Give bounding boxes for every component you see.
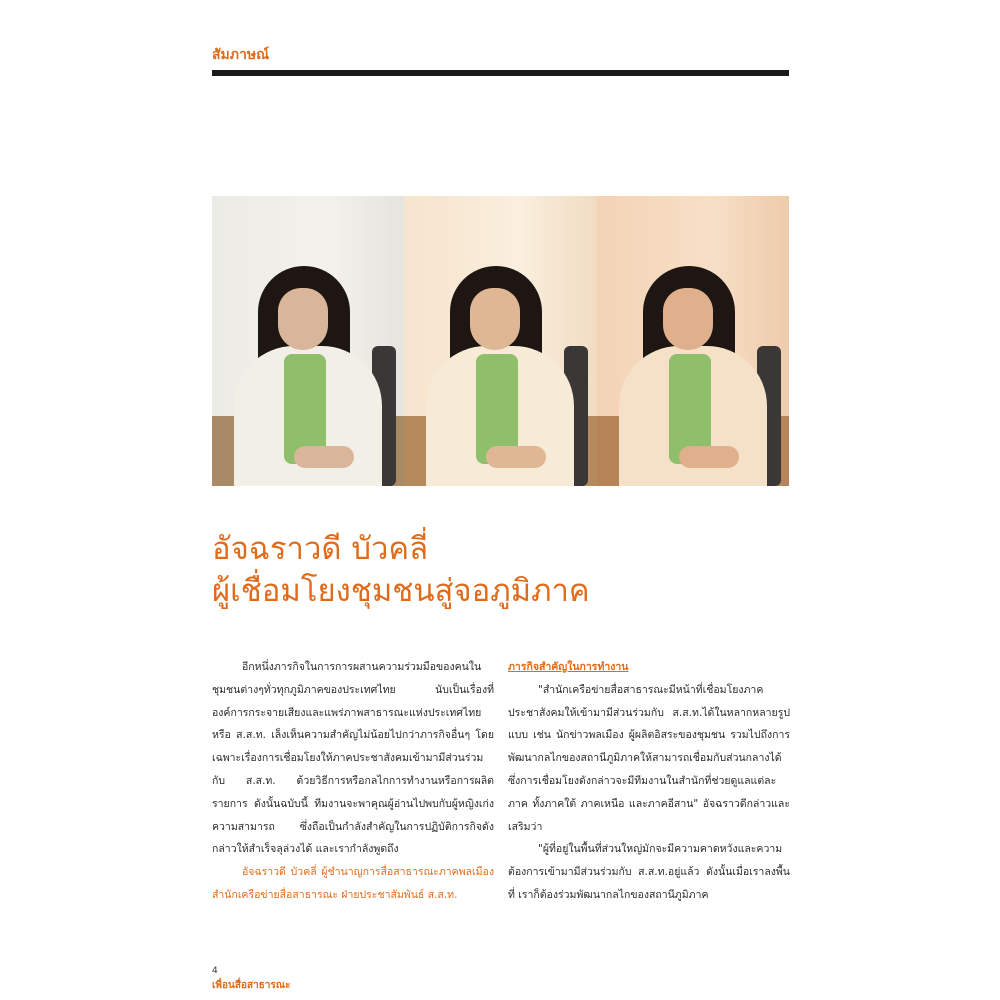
article-headline [212, 528, 789, 612]
header-divider [212, 70, 789, 76]
quote-paragraph-1: "สำนักเครือข่ายสื่อสาธารณะมีหน้าที่เชื่อมโยงภาคประชาสังคมให้เข้ามามีส่วนร่วมกับ ส.ส.ท.ได้ในหลากหลายรูปแบบ เช่น นักข่าวพลเมือง ผู้ผลิตอิสระของชุมชน รวมไปถึงการพัฒนากลไกของสถานีภูมิภาคให้สามารถเชื่อมกับส่วนกลางได้ ซึ่งการเชื่อมโยงดังกล่าวจะมีทีมงานในสำนักที่ช่วยดูแลแต่ละภาค ทั้งภาคใต้ ภาคเหนือ และภาคอีสาน" อัจฉราวดีกล่าวและเสริมว่า [508, 683, 790, 833]
right-column [508, 656, 790, 907]
interviewee-credit: อัจฉราวดี บัวคลี่ ผู้ชำนาญการสื่อสาธารณะภาคพลเมือง สำนักเครือข่ายสื่อสาธารณะ ฝ่ายประชาสัมพันธ์ ส.ส.ท. [212, 866, 494, 901]
left-column [212, 656, 494, 907]
section-subhead: ภารกิจสำคัญในการทำงาน [508, 661, 629, 673]
interview-photo [212, 196, 789, 486]
photo-frame-warm [404, 196, 596, 486]
intro-paragraph: อีกหนึ่งภารกิจในการการผสานความร่วมมือของคนในชุมชนต่างๆทั่วทุกภูมิภาคของประเทศไทย นับเป็นเรื่องที่องค์การกระจายเสียงและแพร่ภาพสาธารณะแห่งประเทศไทยหรือ ส.ส.ท. เล็งเห็นความสำคัญไม่น้อยไปกว่าภารกิจอื่นๆ โดยเฉพาะเรื่องการเชื่อมโยงให้ภาคประชาสังคมเข้ามามีส่วนร่วมกับ ส.ส.ท. ด้วยวิธีการหรือกลไกการทำงานหรือการผลิตรายการ ดังนั้นฉบับนี้ ทีมงานจะพาคุณผู้อ่านไปพบกับผู้หญิงเก่งความสามารถ ซึ่งถือเป็นกำลังสำคัญในการปฏิบัติการกิจดังกล่าวให้สำเร็จลุล่วงได้ และเรากำลังพูดถึง [212, 661, 494, 856]
page-number: 4 [212, 966, 218, 976]
photo-frame-warmer [597, 196, 789, 486]
section-label: สัมภาษณ์ [212, 47, 270, 63]
magazine-name: เพื่อนสื่อสาธารณะ [212, 980, 291, 991]
quote-paragraph-2: "ผู้ที่อยู่ในพื้นที่ส่วนใหญ่มักจะมีความคาดหวังและความต้องการเข้ามามีส่วนร่วมกับ ส.ส.ท.อยู่แล้ว ดังนั้นเมื่อเราลงพื้นที่ เราก็ต้องร่วมพัฒนากลไกของสถานีภูมิภาค [508, 843, 790, 901]
photo-frame-neutral [212, 196, 404, 486]
headline-name: อัจฉราวดี บัวคลี่ [212, 531, 429, 567]
headline-tagline: ผู้เชื่อมโยงชุมชนสู่จอภูมิภาค [212, 573, 590, 609]
